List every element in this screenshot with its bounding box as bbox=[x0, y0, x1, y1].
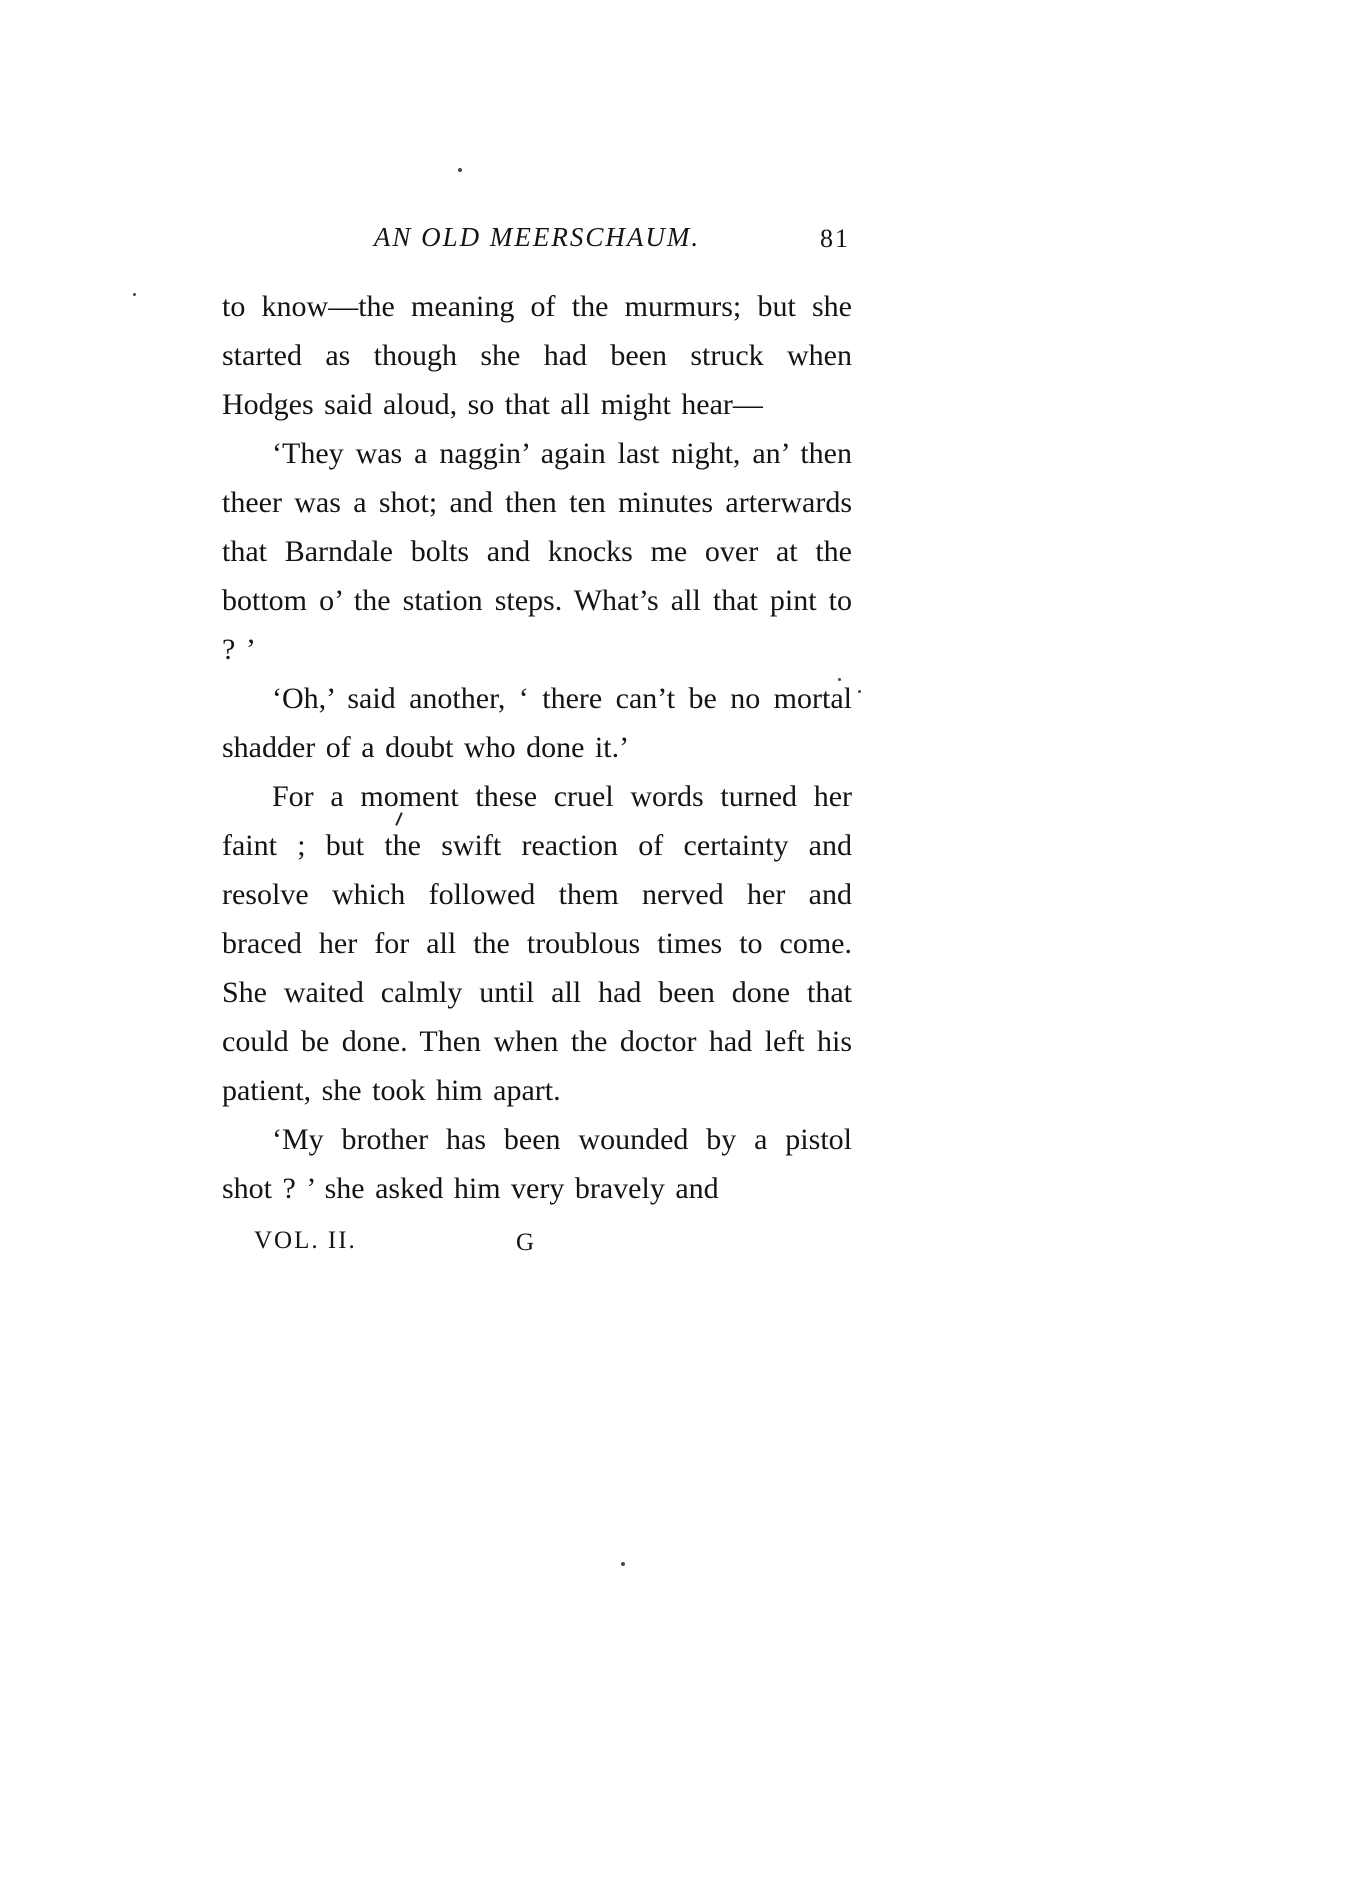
scan-artifact-dot bbox=[858, 690, 861, 693]
paragraph: ‘Oh,’ said another, ‘ there can’t be no mortal shadder of a doubt who done it.’ bbox=[222, 682, 852, 764]
volume-label: VOL. II. bbox=[254, 1227, 357, 1254]
page-number: 81 bbox=[820, 224, 850, 253]
body-text bbox=[222, 282, 852, 1213]
text-column bbox=[222, 222, 852, 1267]
printer-signature: G bbox=[516, 1229, 536, 1256]
paragraph: to know—the meaning of the murmurs; but she started as though she had been struck when Hodges said aloud, so that all might hear— bbox=[222, 290, 852, 421]
page-footer bbox=[222, 1227, 852, 1267]
running-head bbox=[222, 222, 852, 282]
chapter-title: AN OLD MEERSCHAUM. bbox=[373, 222, 701, 252]
scan-artifact-dot bbox=[133, 293, 136, 296]
scan-artifact-dot bbox=[458, 168, 462, 172]
paragraph: For a moment these cruel words turned her faint ; but the swift reaction of certainty and resolve which followed them nerved her and braced her for all the troublous times to come. She waited calmly until all had been done that could be done. Then when the doctor had left his patient, she took him apart. bbox=[222, 780, 852, 1107]
paragraph: ‘They was a naggin’ again last night, an’ then theer was a shot; and then ten minutes arterwards that Barndale bolts and knocks me over at the bottom o’ the station steps. What’s all that pint to ? ’ bbox=[222, 437, 852, 666]
paragraph: ‘My brother has been wounded by a pistol shot ? ’ she asked him very bravely and bbox=[222, 1123, 852, 1205]
scan-artifact-dot bbox=[621, 1562, 625, 1566]
